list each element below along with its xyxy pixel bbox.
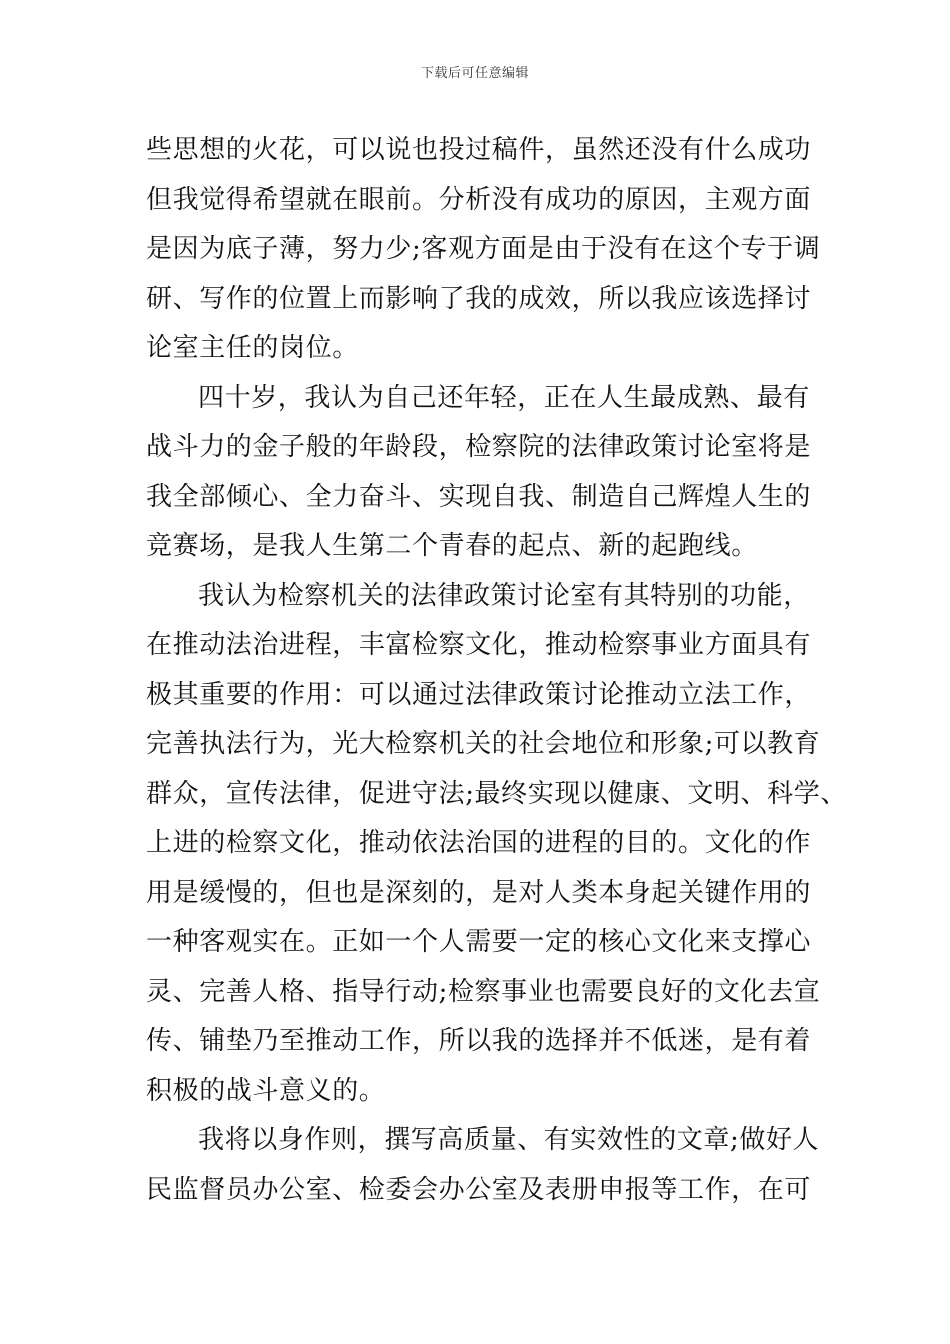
text-line: 传、铺垫乃至推动工作，所以我的选择并不低迷，是有着 — [146, 1026, 812, 1056]
text-line: 研、写作的位置上而影响了我的成效，所以我应该选择讨 — [146, 283, 812, 314]
text-line: 竞赛场，是我人生第二个青春的起点、新的起跑线。 — [146, 531, 758, 561]
paragraph-first-line: 我认为检察机关的法律政策讨论室有其特别的功能， — [198, 580, 810, 611]
text-line: 民监督员办公室、检委会办公室及表册申报等工作，在可 — [146, 1174, 812, 1205]
text-line: 积极的战斗意义的。 — [146, 1075, 386, 1106]
text-line: 些思想的火花，可以说也投过稿件，虽然还没有什么成功 — [146, 135, 812, 165]
page-header: 下载后可任意编辑 — [420, 66, 529, 81]
text-line: 是因为底子薄，努力少;客观方面是由于没有在这个专于调 — [146, 234, 821, 264]
text-line: 战斗力的金子般的年龄段，检察院的法律政策讨论室将是 — [146, 432, 812, 462]
text-line: 完善执法行为，光大检察机关的社会地位和形象;可以教育 — [146, 729, 821, 759]
paragraph-first-line: 我将以身作则，撰写高质量、有实效性的文章;做好人 — [198, 1125, 820, 1155]
text-line: 一种客观实在。正如一个人需要一定的核心文化来支撑心 — [146, 927, 812, 957]
text-line: 极其重要的作用：可以通过法律政策讨论推动立法工作， — [146, 679, 812, 710]
text-line: 灵、完善人格、指导行动;检察事业也需要良好的文化去宣 — [146, 976, 821, 1007]
text-line: 用是缓慢的，但也是深刻的，是对人类本身起关键作用的 — [146, 877, 812, 908]
document-body — [146, 126, 847, 1215]
text-line: 在推动法治进程，丰富检察文化，推动检察事业方面具有 — [146, 630, 812, 660]
paragraph-first-line: 四十岁，我认为自己还年轻，正在人生最成熟、最有 — [198, 382, 810, 413]
text-line: 上进的检察文化，推动依法治国的进程的目的。文化的作 — [146, 828, 812, 858]
text-line: 群众，宣传法律，促进守法;最终实现以健康、文明、科学、 — [146, 778, 847, 809]
text-line: 我全部倾心、全力奋斗、实现自我、制造自己辉煌人生的 — [146, 481, 812, 512]
text-line: 论室主任的岗位。 — [146, 333, 359, 363]
text-line: 但我觉得希望就在眼前。分析没有成功的原因，主观方面 — [146, 184, 812, 215]
